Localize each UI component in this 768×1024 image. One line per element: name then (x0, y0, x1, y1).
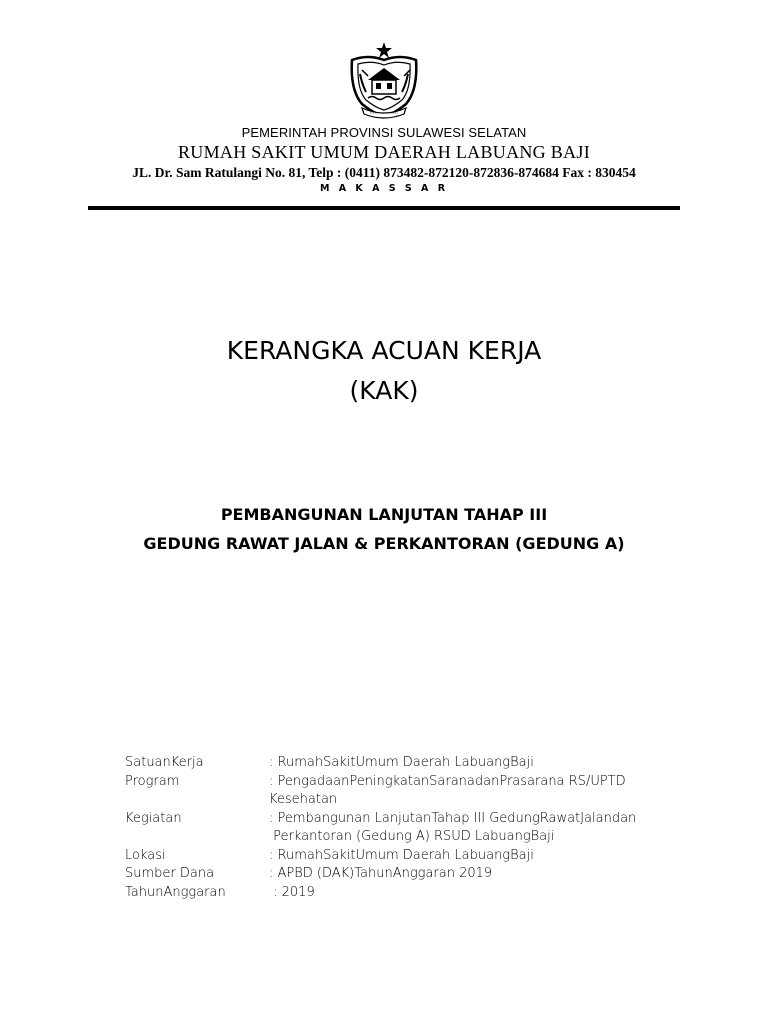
info-value: : RumahSakitUmum Daerah LabuangBaji (269, 847, 534, 863)
info-label: Lokasi (125, 847, 166, 863)
hospital-name: RUMAH SAKIT UMUM DAERAH LABUANG BAJI (178, 142, 590, 162)
info-value: : 2019 (269, 884, 315, 900)
project-title-line-1: PEMBANGUNAN LANJUTAN TAHAP III (220, 505, 548, 524)
info-label: Program (125, 773, 180, 789)
info-value: : Pembangunan LanjutanTahap III GedungRawatJalandan (269, 810, 637, 826)
info-label: Sumber Dana (125, 866, 215, 881)
info-label: Kegiatan (125, 810, 182, 826)
info-label: SatuanKerja (125, 755, 204, 770)
government-name: PEMERINTAH PROVINSI SULAWESI SELATAN (241, 125, 527, 140)
project-title (0, 500, 768, 558)
title-line-2: (KAK) (349, 376, 419, 405)
info-row-lokasi (125, 847, 685, 866)
info-value: : PengadaanPeningkatanSaranadanPrasarana RS/UPTD (269, 773, 626, 789)
letterhead (0, 125, 768, 195)
hospital-address: JL. Dr. Sam Ratulangi No. 81, Telp : (0411) 873482-872120-872836-874684 Fax : 830454 (132, 165, 636, 180)
info-row-tahun-anggaran (125, 884, 685, 903)
info-row-kegiatan (125, 810, 685, 847)
provincial-seal-icon (342, 40, 426, 120)
hospital-city: M A K A S S A R (319, 183, 449, 194)
document-title (0, 331, 768, 411)
info-value: : RumahSakitUmum Daerah LabuangBaji (269, 755, 534, 770)
info-value: : APBD (DAK)TahunAnggaran 2019 (269, 866, 493, 881)
info-label: TahunAnggaran (125, 884, 226, 900)
info-value-continuation: Perkantoran (Gedung A) RSUD LabuangBaji (269, 829, 555, 844)
info-row-satuan-kerja (125, 754, 685, 773)
project-title-line-2: GEDUNG RAWAT JALAN & PERKANTORAN (GEDUNG A) (143, 534, 625, 553)
project-info-list (125, 754, 685, 902)
letterhead-divider (88, 206, 680, 210)
info-value-continuation: Kesehatan (269, 792, 338, 807)
title-line-1: KERANGKA ACUAN KERJA (226, 336, 542, 365)
info-row-program (125, 773, 685, 810)
info-row-sumber-dana (125, 865, 685, 884)
